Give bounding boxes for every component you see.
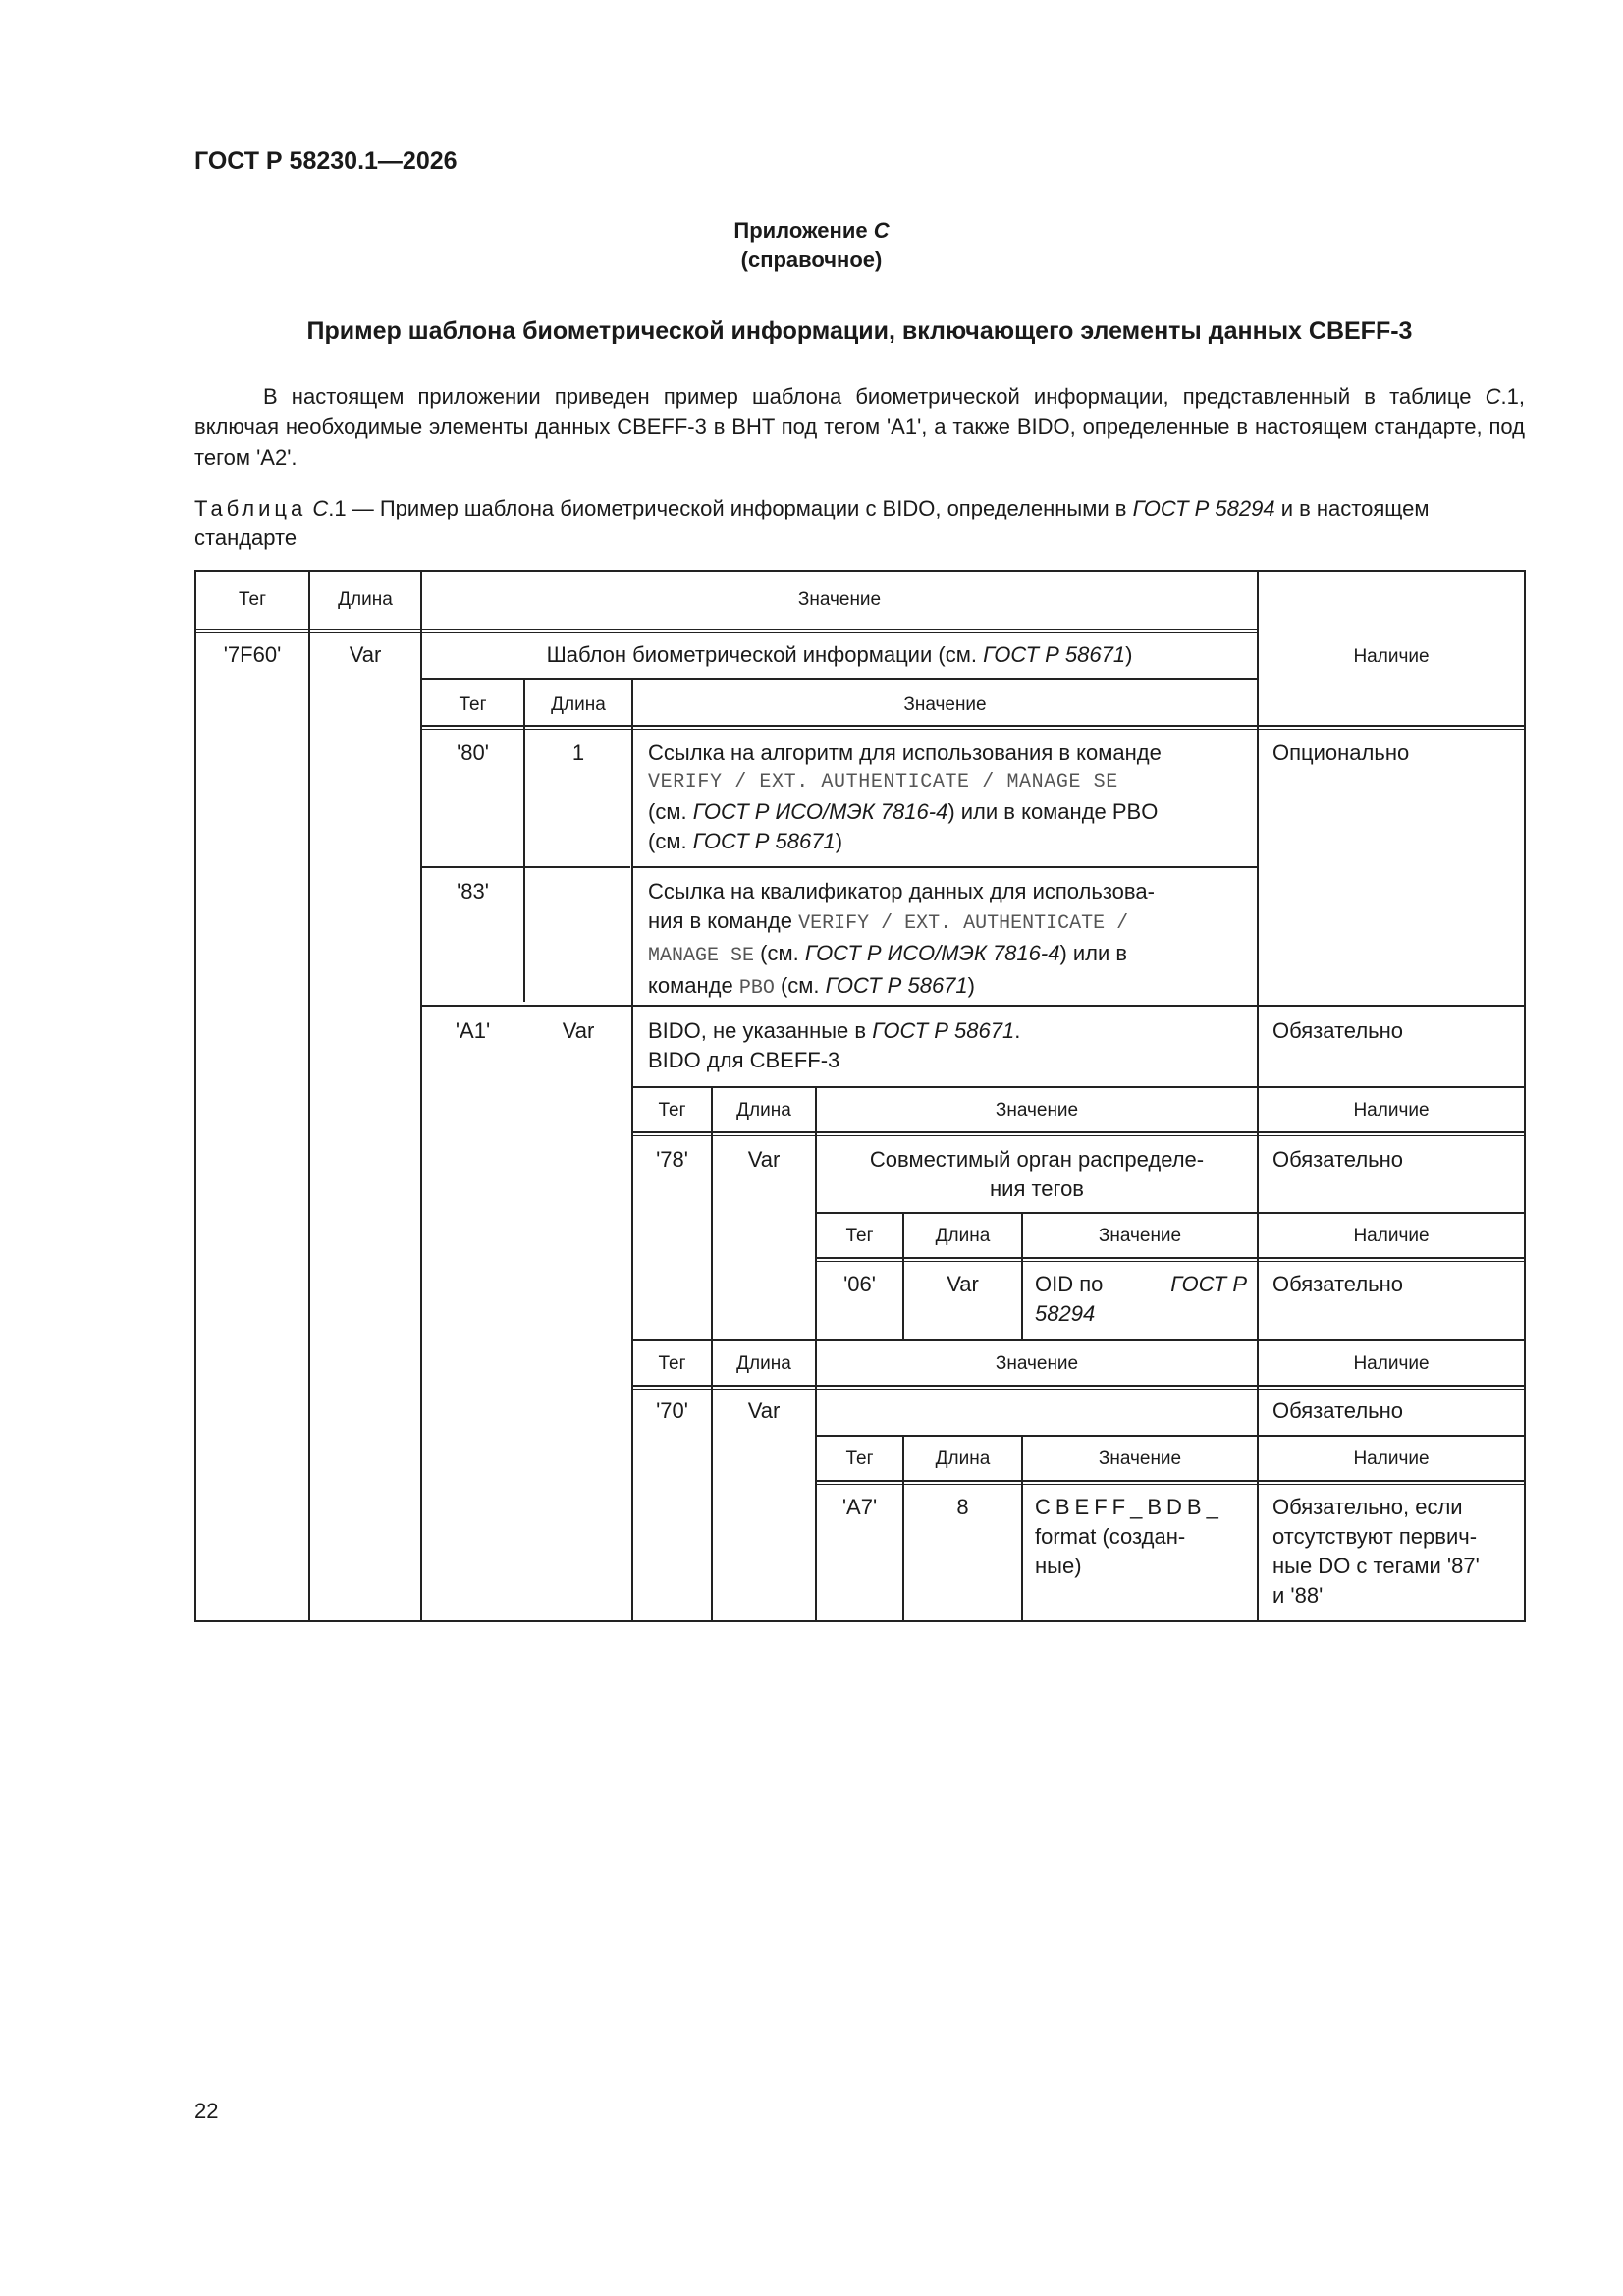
l2b-header-presence: Наличие <box>1353 1353 1430 1374</box>
annex-title: Приложение C <box>733 218 890 243</box>
l2-header-tag: Тег <box>658 1100 686 1121</box>
row-78-presence: Обязательно <box>1272 1147 1403 1172</box>
row-70-presence: Обязательно <box>1272 1398 1403 1423</box>
standard-number: ГОСТ Р 58230.1—2026 <box>194 147 458 175</box>
l3-header-length: Длина <box>935 1226 991 1246</box>
header-value: Значение <box>797 589 882 610</box>
row-78-tag: '78' <box>656 1147 688 1172</box>
l3b-header-value: Значение <box>1098 1449 1182 1469</box>
annex-type: (справочное) <box>740 247 883 272</box>
page-number: 22 <box>194 2099 219 2123</box>
row-70-length: Var <box>747 1398 781 1423</box>
row-78-value: Совместимый орган распределе- ния тегов <box>869 1147 1205 1201</box>
row-06-value: OID по ГОСТ Р 58294 <box>1035 1272 1247 1326</box>
row-a7-value: CBEFF_BDB_ format (создан- ные) <box>1035 1495 1223 1578</box>
row-a7-presence-line1: Обязательно, если <box>1272 1495 1463 1519</box>
row-7f60-tag: '7F60' <box>223 642 282 667</box>
row-a7-length: 8 <box>956 1495 969 1519</box>
l2b-header-length: Длина <box>736 1353 791 1374</box>
l3-header-value: Значение <box>1098 1226 1182 1246</box>
row-7f60-length: Var <box>349 642 382 667</box>
row-a1-tag: 'A1' <box>455 1018 491 1043</box>
l2b-header-value: Значение <box>995 1353 1079 1374</box>
l1-header-value: Значение <box>903 694 987 715</box>
row-06-length: Var <box>947 1272 979 1296</box>
row-7f60-value: Шаблон биометрической информации (см. ГОСТ Р 58671) <box>546 642 1133 667</box>
l1-header-tag: Тег <box>459 694 487 715</box>
l3b-header-tag: Тег <box>845 1449 874 1469</box>
row-a1-length: Var <box>562 1018 595 1043</box>
row-a1-presence: Обязательно <box>1272 1018 1403 1043</box>
row-83-value: Ссылка на квалификатор данных для использова- ния в команде VERIFY / EXT. AUTHENTICATE / MANAGE SE (см. ГОСТ Р ИСО/МЭК 7816-4) или в команде PBO (см. ГОСТ Р 58671) <box>648 879 1155 1000</box>
header-presence: Наличие <box>1353 646 1430 667</box>
row-a1-value: BIDO, не указанные в ГОСТ Р 58671. BIDO для CBEFF-3 <box>648 1018 1021 1072</box>
row-80-value: Ссылка на алгоритм для использования в команде VERIFY / EXT. AUTHENTICATE / MANAGE SE (см. ГОСТ Р ИСО/МЭК 7816-4) или в команде PBO (см. ГОСТ Р 58671) <box>648 740 1162 853</box>
row-80-tag: '80' <box>457 740 489 765</box>
row-78-length: Var <box>747 1147 781 1172</box>
l2b-header-tag: Тег <box>658 1353 686 1374</box>
row-80-length: 1 <box>571 740 585 765</box>
l2-header-value: Значение <box>995 1100 1079 1121</box>
section-title: Пример шаблона биометрической информации, включающего элементы данных CBEFF-3 <box>306 317 1413 345</box>
row-a7-tag: 'A7' <box>841 1495 878 1519</box>
l3-header-tag: Тег <box>845 1226 874 1246</box>
row-a7-presence: Обязательно, если отсутствуют первич- ные DO с тегами '87' и '88' <box>1272 1493 1516 1611</box>
l2-header-length: Длина <box>736 1100 791 1121</box>
row-06-tag: '06' <box>843 1272 876 1296</box>
row-70-tag: '70' <box>656 1398 688 1423</box>
table-caption: Таблица C.1 — Пример шаблона биометрической информации с BIDO, определенными в ГОСТ Р 58294 и в настоящем стандарте <box>194 496 1430 550</box>
l3b-header-length: Длина <box>935 1449 991 1469</box>
header-tag: Тег <box>238 589 267 610</box>
row-83-tag: '83' <box>457 879 489 903</box>
row-80-presence: Опционально <box>1272 740 1410 765</box>
l3b-header-presence: Наличие <box>1353 1449 1430 1469</box>
l3-header-presence: Наличие <box>1353 1226 1430 1246</box>
l2-header-presence: Наличие <box>1353 1100 1430 1121</box>
l1-header-length: Длина <box>551 694 606 715</box>
row-06-presence: Обязательно <box>1272 1272 1403 1296</box>
intro-paragraph: В настоящем приложении приведен пример шаблона биометрической информации, представленный в таблице C.1, включая необходимые элементы данных CBEFF-3 в BHT под тегом 'A1', а также BIDO, определенные в настоящем стандарте, под тегом 'A2'. <box>194 384 1525 469</box>
header-length: Длина <box>338 589 393 610</box>
